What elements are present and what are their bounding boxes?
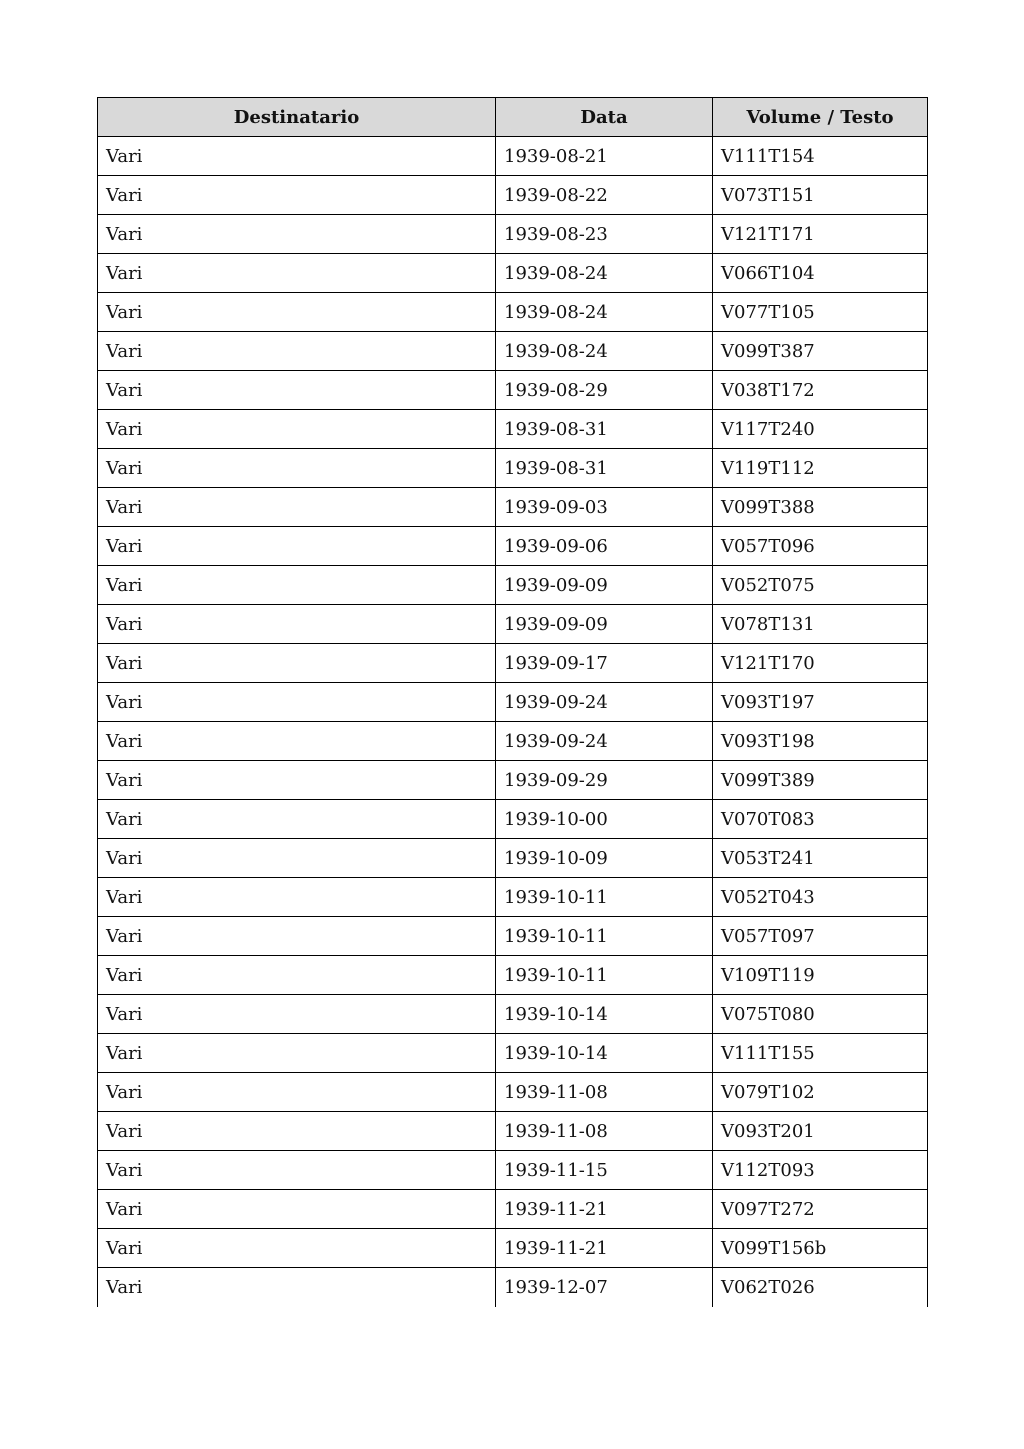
cell-destinatario: Vari xyxy=(98,293,496,332)
header-data: Data xyxy=(496,98,713,137)
table-row xyxy=(98,215,928,254)
cell-volume-testo: V073T151 xyxy=(713,176,928,215)
cell-data: 1939-10-14 xyxy=(496,1034,713,1073)
cell-destinatario: Vari xyxy=(98,956,496,995)
cell-data: 1939-11-08 xyxy=(496,1073,713,1112)
cell-volume-testo: V117T240 xyxy=(713,410,928,449)
table-row xyxy=(98,1034,928,1073)
cell-destinatario: Vari xyxy=(98,1112,496,1151)
cell-destinatario: Vari xyxy=(98,1268,496,1307)
cell-data: 1939-11-21 xyxy=(496,1190,713,1229)
table-row xyxy=(98,761,928,800)
table-row xyxy=(98,917,928,956)
cell-data: 1939-09-29 xyxy=(496,761,713,800)
cell-destinatario: Vari xyxy=(98,995,496,1034)
cell-data: 1939-08-29 xyxy=(496,371,713,410)
cell-data: 1939-08-31 xyxy=(496,410,713,449)
cell-volume-testo: V062T026 xyxy=(713,1268,928,1307)
cell-data: 1939-12-07 xyxy=(496,1268,713,1307)
cell-volume-testo: V077T105 xyxy=(713,293,928,332)
cell-data: 1939-08-24 xyxy=(496,293,713,332)
table-row xyxy=(98,995,928,1034)
cell-volume-testo: V099T388 xyxy=(713,488,928,527)
cell-volume-testo: V119T112 xyxy=(713,449,928,488)
cell-destinatario: Vari xyxy=(98,254,496,293)
cell-volume-testo: V093T198 xyxy=(713,722,928,761)
cell-destinatario: Vari xyxy=(98,1190,496,1229)
table-row xyxy=(98,137,928,176)
cell-data: 1939-11-21 xyxy=(496,1229,713,1268)
table-row xyxy=(98,410,928,449)
cell-destinatario: Vari xyxy=(98,1151,496,1190)
cell-destinatario: Vari xyxy=(98,722,496,761)
cell-data: 1939-10-11 xyxy=(496,878,713,917)
cell-destinatario: Vari xyxy=(98,644,496,683)
cell-destinatario: Vari xyxy=(98,1229,496,1268)
table-row xyxy=(98,332,928,371)
cell-volume-testo: V053T241 xyxy=(713,839,928,878)
cell-volume-testo: V057T096 xyxy=(713,527,928,566)
cell-destinatario: Vari xyxy=(98,449,496,488)
cell-data: 1939-11-08 xyxy=(496,1112,713,1151)
cell-destinatario: Vari xyxy=(98,176,496,215)
cell-volume-testo: V121T170 xyxy=(713,644,928,683)
header-destinatario: Destinatario xyxy=(98,98,496,137)
cell-destinatario: Vari xyxy=(98,878,496,917)
cell-data: 1939-10-11 xyxy=(496,956,713,995)
cell-volume-testo: V070T083 xyxy=(713,800,928,839)
cell-volume-testo: V099T156b xyxy=(713,1229,928,1268)
cell-volume-testo: V111T155 xyxy=(713,1034,928,1073)
cell-volume-testo: V112T093 xyxy=(713,1151,928,1190)
table-row xyxy=(98,449,928,488)
table-row xyxy=(98,254,928,293)
cell-destinatario: Vari xyxy=(98,332,496,371)
cell-volume-testo: V121T171 xyxy=(713,215,928,254)
cell-volume-testo: V093T197 xyxy=(713,683,928,722)
table-row xyxy=(98,605,928,644)
cell-destinatario: Vari xyxy=(98,917,496,956)
cell-data: 1939-10-00 xyxy=(496,800,713,839)
cell-destinatario: Vari xyxy=(98,137,496,176)
letters-table xyxy=(97,97,928,1307)
table-row xyxy=(98,683,928,722)
cell-data: 1939-09-09 xyxy=(496,605,713,644)
table-row xyxy=(98,1190,928,1229)
cell-destinatario: Vari xyxy=(98,800,496,839)
cell-volume-testo: V057T097 xyxy=(713,917,928,956)
table-row xyxy=(98,956,928,995)
header-volume-testo: Volume / Testo xyxy=(713,98,928,137)
table-row xyxy=(98,878,928,917)
table-row xyxy=(98,1112,928,1151)
cell-data: 1939-09-03 xyxy=(496,488,713,527)
cell-volume-testo: V079T102 xyxy=(713,1073,928,1112)
cell-destinatario: Vari xyxy=(98,371,496,410)
cell-destinatario: Vari xyxy=(98,761,496,800)
cell-destinatario: Vari xyxy=(98,1034,496,1073)
cell-destinatario: Vari xyxy=(98,410,496,449)
cell-volume-testo: V097T272 xyxy=(713,1190,928,1229)
cell-volume-testo: V111T154 xyxy=(713,137,928,176)
cell-volume-testo: V038T172 xyxy=(713,371,928,410)
table-row xyxy=(98,839,928,878)
cell-destinatario: Vari xyxy=(98,527,496,566)
cell-volume-testo: V109T119 xyxy=(713,956,928,995)
table-body xyxy=(98,137,928,1307)
cell-data: 1939-08-21 xyxy=(496,137,713,176)
cell-volume-testo: V099T389 xyxy=(713,761,928,800)
cell-volume-testo: V052T043 xyxy=(713,878,928,917)
cell-volume-testo: V078T131 xyxy=(713,605,928,644)
table-header-row xyxy=(98,98,928,137)
cell-destinatario: Vari xyxy=(98,566,496,605)
table-row xyxy=(98,527,928,566)
cell-data: 1939-09-24 xyxy=(496,683,713,722)
table-row xyxy=(98,371,928,410)
cell-volume-testo: V093T201 xyxy=(713,1112,928,1151)
table-row xyxy=(98,293,928,332)
cell-destinatario: Vari xyxy=(98,683,496,722)
table-row xyxy=(98,488,928,527)
table-row xyxy=(98,566,928,605)
table-row xyxy=(98,1151,928,1190)
cell-data: 1939-10-11 xyxy=(496,917,713,956)
cell-data: 1939-09-06 xyxy=(496,527,713,566)
table-row xyxy=(98,1073,928,1112)
cell-data: 1939-08-31 xyxy=(496,449,713,488)
cell-volume-testo: V099T387 xyxy=(713,332,928,371)
cell-data: 1939-08-22 xyxy=(496,176,713,215)
table-row xyxy=(98,800,928,839)
cell-volume-testo: V075T080 xyxy=(713,995,928,1034)
cell-destinatario: Vari xyxy=(98,1073,496,1112)
table-row xyxy=(98,176,928,215)
cell-data: 1939-09-24 xyxy=(496,722,713,761)
cell-destinatario: Vari xyxy=(98,839,496,878)
cell-volume-testo: V066T104 xyxy=(713,254,928,293)
cell-data: 1939-09-17 xyxy=(496,644,713,683)
cell-data: 1939-08-23 xyxy=(496,215,713,254)
cell-data: 1939-10-09 xyxy=(496,839,713,878)
table-row xyxy=(98,1229,928,1268)
table-row xyxy=(98,644,928,683)
cell-volume-testo: V052T075 xyxy=(713,566,928,605)
cell-data: 1939-08-24 xyxy=(496,332,713,371)
table-row xyxy=(98,1268,928,1307)
cell-data: 1939-10-14 xyxy=(496,995,713,1034)
table-row xyxy=(98,722,928,761)
cell-data: 1939-09-09 xyxy=(496,566,713,605)
cell-data: 1939-11-15 xyxy=(496,1151,713,1190)
cell-destinatario: Vari xyxy=(98,605,496,644)
cell-destinatario: Vari xyxy=(98,488,496,527)
cell-destinatario: Vari xyxy=(98,215,496,254)
cell-data: 1939-08-24 xyxy=(496,254,713,293)
